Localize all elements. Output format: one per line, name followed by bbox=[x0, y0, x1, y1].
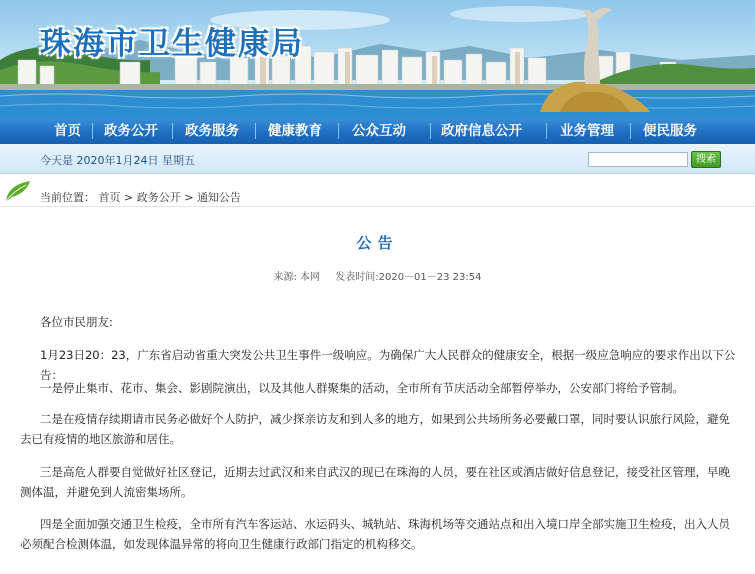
nav-divider bbox=[92, 123, 93, 139]
article-meta bbox=[0, 268, 755, 283]
info-bar bbox=[0, 144, 755, 174]
breadcrumb-item-notices[interactable]: 通知公告 bbox=[196, 191, 241, 204]
breadcrumb-separator: > bbox=[124, 191, 137, 204]
nav-item-home[interactable]: 首页 bbox=[54, 123, 81, 139]
site-title: 珠海市卫生健康局 bbox=[40, 26, 304, 62]
header-banner bbox=[0, 0, 755, 118]
nav-item-health-education[interactable]: 健康教育 bbox=[268, 123, 322, 139]
breadcrumb-prefix: 当前位置： bbox=[40, 191, 95, 204]
article-paragraph bbox=[20, 462, 738, 502]
article-paragraph-text: 三是高危人群要自觉做好社区登记，近期去过武汉和来自武汉的现已在珠海的人员，要在社区或酒店做好信息登记，接受社区管理，早晚测体温，并避免到人流密集场所。 bbox=[20, 465, 730, 499]
nav-divider bbox=[172, 123, 173, 139]
nav-item-convenience-services[interactable]: 便民服务 bbox=[643, 123, 697, 139]
search-input[interactable] bbox=[588, 152, 688, 167]
breadcrumb bbox=[40, 189, 241, 205]
search-button[interactable]: 搜索 bbox=[691, 151, 721, 168]
article-title: 公告 bbox=[356, 234, 399, 252]
nav-divider bbox=[630, 123, 631, 139]
nav-divider bbox=[255, 123, 256, 139]
nav-item-gov-info-disclosure[interactable]: 政府信息公开 bbox=[441, 123, 522, 139]
nav-item-business-management[interactable]: 业务管理 bbox=[560, 123, 614, 139]
article-paragraph bbox=[20, 409, 738, 449]
breadcrumb-item-home[interactable]: 首页 bbox=[98, 191, 121, 204]
breadcrumb-separator: > bbox=[184, 191, 197, 204]
green-leaf-icon bbox=[4, 179, 34, 203]
article-paragraph bbox=[20, 514, 738, 554]
article-paragraph-text: 四是全面加强交通卫生检疫，全市所有汽车客运站、水运码头、城轨站、珠海机场等交通站点和出入境口岸全部实施卫生检疫，出入人员必须配合检测体温，如发现体温异常的将向卫生健康行政部门指定的机构移交。 bbox=[20, 517, 730, 551]
breadcrumb-item-gov-affairs[interactable]: 政务公开 bbox=[136, 191, 181, 204]
main-nav bbox=[0, 118, 755, 144]
current-date: 今天是 2020年1月24日 星期五 bbox=[40, 154, 195, 167]
nav-divider bbox=[546, 123, 547, 139]
article-source: 来源: 本网 bbox=[273, 272, 321, 283]
breadcrumb-bar bbox=[0, 175, 755, 207]
nav-item-gov-affairs[interactable]: 政务公开 bbox=[104, 123, 158, 139]
article-paragraph: 1月23日20：23，广东省启动省重大突发公共卫生事件一级响应。为确保广大人民群众的健康安全，根据一级应急响应的要求作出以下公告： bbox=[40, 348, 736, 382]
article-publish-time: 发表时间:2020－01－23 23:54 bbox=[335, 272, 482, 283]
nav-item-public-interaction[interactable]: 公众互动 bbox=[352, 123, 406, 139]
article-greeting: 各位市民朋友: bbox=[40, 315, 113, 329]
nav-divider bbox=[430, 123, 431, 139]
nav-divider bbox=[338, 123, 339, 139]
nav-item-gov-services[interactable]: 政务服务 bbox=[185, 123, 239, 139]
article-paragraph-text: 二是在疫情存续期请市民务必做好个人防护，减少探亲访友和到人多的地方，如果到公共场所务必要戴口罩，同时要认识旅行风险，避免去已有疫情的地区旅游和居住。 bbox=[20, 412, 730, 446]
article-paragraph: 一是停止集市、花市、集会、影剧院演出，以及其他人群聚集的活动，全市所有节庆活动全部暂停举办，公安部门将给予管制。 bbox=[40, 381, 684, 395]
